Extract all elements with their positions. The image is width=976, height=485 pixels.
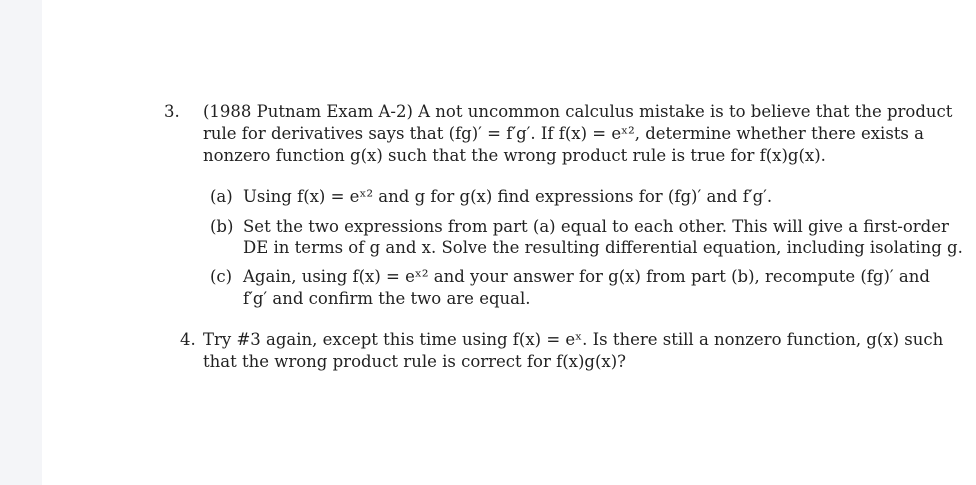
problem-4-line-1: Try #3 again, except this time using f(x) = eˣ. Is there still a nonzero function, g(x) such [203, 330, 944, 349]
part-a-line-1: Using f(x) = eˣ² and g for g(x) find expressions for (fg)′ and f′g′. [243, 187, 773, 206]
problem-4-number: 4. [180, 330, 196, 349]
part-a-label: (a) [210, 187, 233, 206]
left-gutter [0, 0, 42, 485]
part-c-line-2: f′g′ and confirm the two are equal. [243, 289, 531, 308]
part-b-label: (b) [210, 217, 234, 236]
part-c-label: (c) [210, 267, 233, 286]
problem-3-number: 3. [164, 102, 180, 121]
part-b-line-1: Set the two expressions from part (a) equal to each other. This will give a first-order [243, 217, 949, 236]
document-page [42, 0, 976, 485]
problem-3-line-2: rule for derivatives says that (fg)′ = f′g′. If f(x) = eˣ², determine whether there exists a [203, 124, 924, 143]
part-c-line-1: Again, using f(x) = eˣ² and your answer for g(x) from part (b), recompute (fg)′ and [243, 267, 930, 286]
problem-3-line-3: nonzero function g(x) such that the wrong product rule is true for f(x)g(x). [203, 146, 826, 165]
problem-4-line-2: that the wrong product rule is correct for f(x)g(x)? [203, 352, 626, 371]
problem-3-line-1: (1988 Putnam Exam A-2) A not uncommon calculus mistake is to believe that the product [203, 102, 953, 121]
part-b-line-2: DE in terms of g and x. Solve the resulting differential equation, including isolating g. [243, 238, 963, 257]
